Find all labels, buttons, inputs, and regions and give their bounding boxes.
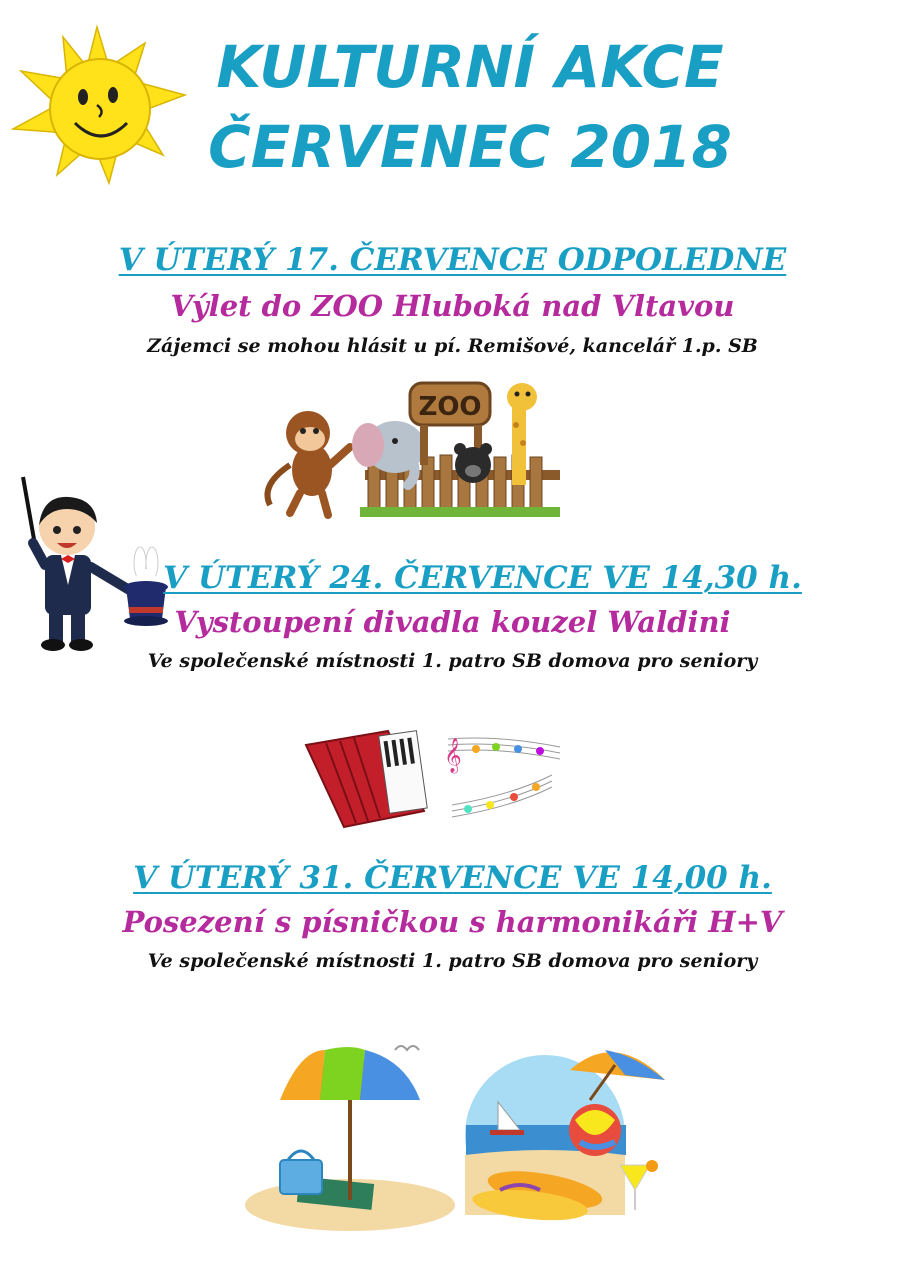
beach-illustration — [240, 1030, 670, 1235]
event-3-name: Posezení s písničkou s harmonikáři H+V — [122, 905, 783, 939]
event-3-place: Ve společenské místnosti 1. patro SB domova pro seniory — [147, 950, 758, 972]
svg-text:𝄞: 𝄞 — [444, 738, 462, 773]
page-title-line-1: KULTURNÍ AKCE — [216, 33, 724, 101]
beach-umbrella-icon — [245, 1047, 455, 1231]
accordion-icon — [306, 731, 427, 827]
seagull-icon — [395, 1046, 419, 1050]
event-3-date: V ÚTERÝ 31. ČERVENCE VE 14,00 h. — [133, 860, 772, 896]
event-1-place: Zájemci se mohou hlásit u pí. Remišové, kancelář 1.p. SB — [147, 335, 758, 357]
event-1-name: Výlet do ZOO Hluboká nad Vltavou — [170, 289, 735, 323]
zoo-sign-text: ZOO — [418, 392, 482, 422]
event-2-place: Ve společenské místnosti 1. patro SB domova pro seniory — [147, 650, 758, 672]
event-2-name: Vystoupení divadla kouzel Waldini — [174, 605, 731, 639]
monkey-icon — [268, 411, 351, 515]
beach-scene-icon — [465, 1050, 665, 1225]
event-2-date: V ÚTERÝ 24. ČERVENCE VE 14,30 h. — [163, 560, 802, 596]
zoo-illustration — [250, 375, 565, 520]
accordion-music-illustration — [300, 725, 565, 835]
page-title-line-2: ČERVENEC 2018 — [208, 113, 732, 181]
event-1-date: V ÚTERÝ 17. ČERVENCE ODPOLEDNE — [118, 242, 787, 278]
music-notes-icon — [444, 738, 560, 817]
